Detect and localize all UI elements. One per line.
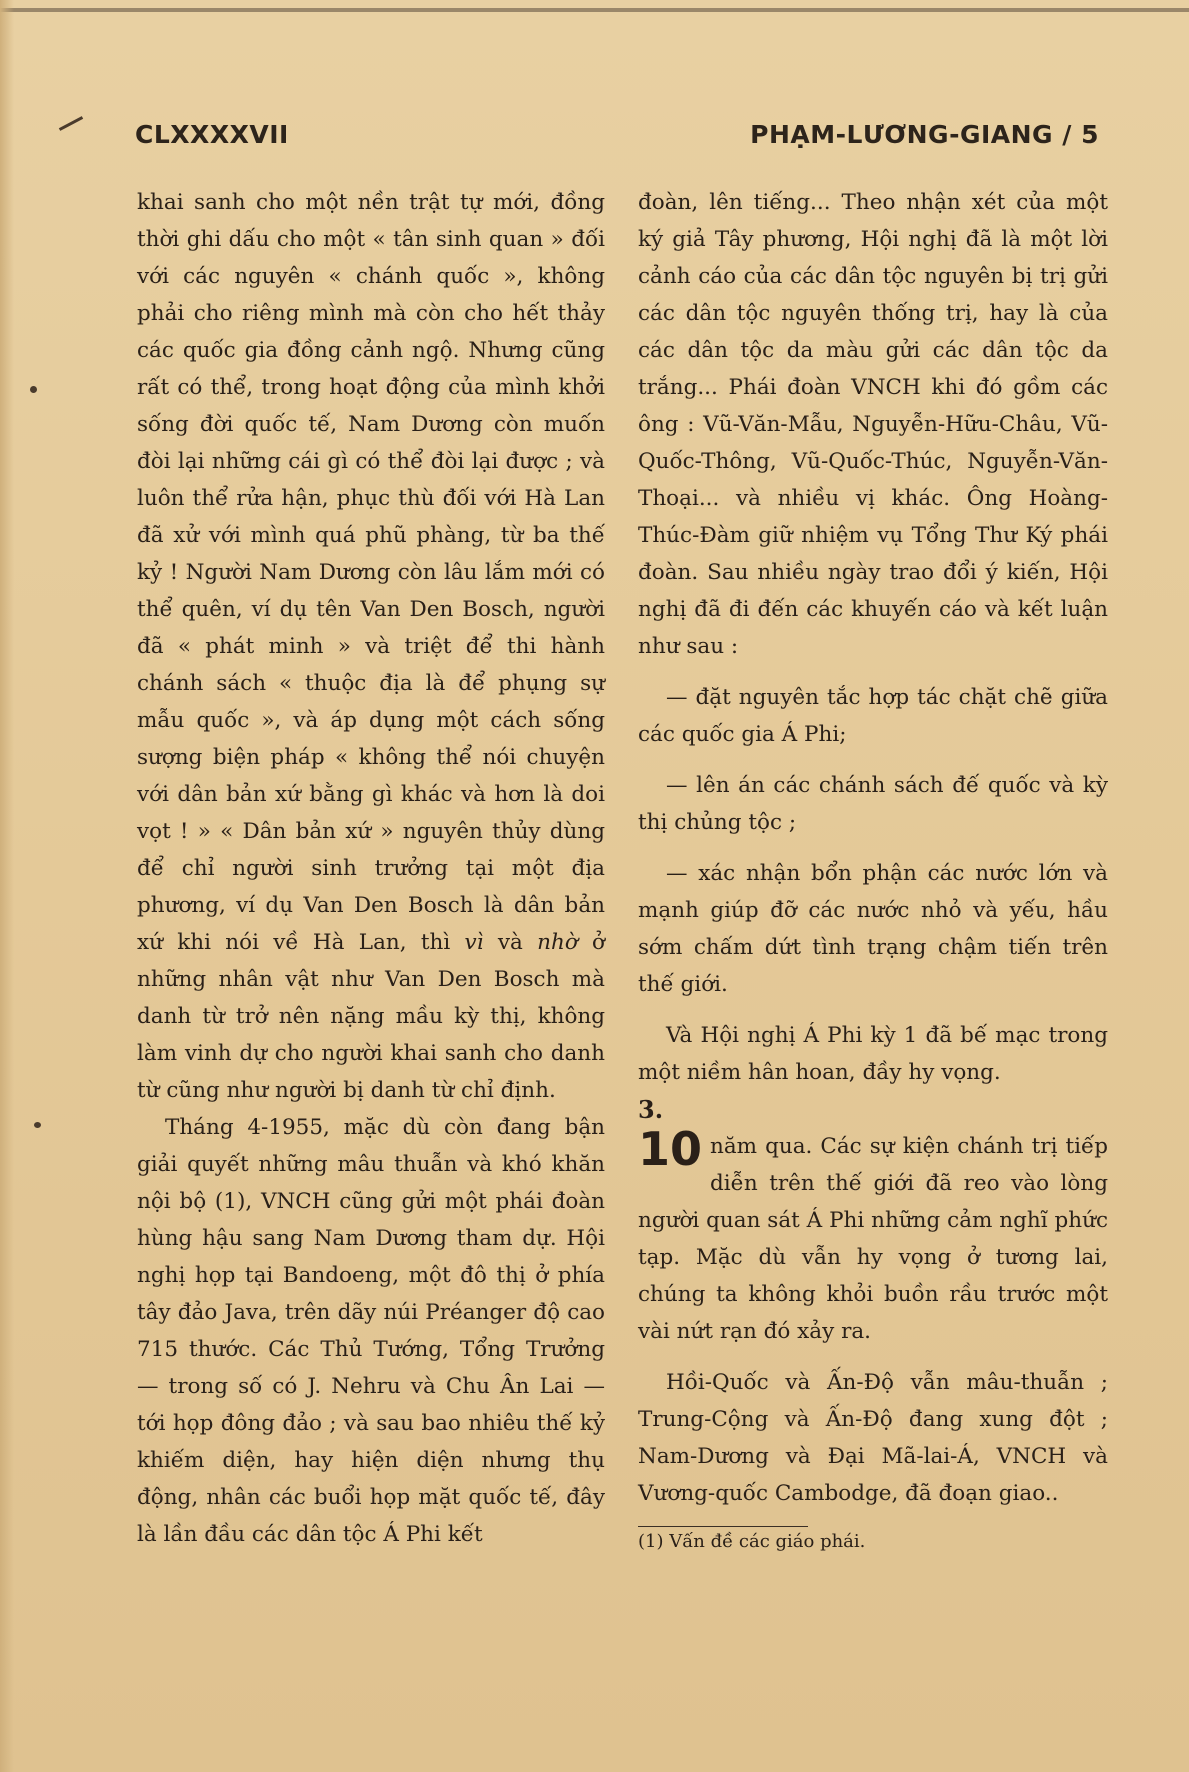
- list-item: — xác nhận bổn phận các nước lớn và mạnh giúp đỡ các nước nhỏ và yếu, hầu sớm chấm dứt tình trạng chậm tiến trên thế giới.: [638, 861, 1108, 997]
- author-page-number: PHẠM-LƯƠNG-GIANG / 5: [750, 120, 1099, 149]
- paragraph: khai sanh cho một nền trật tự mới, đồng thời ghi dấu cho một « tân sinh quan » đối với các nguyên « chánh quốc », không phải cho riêng mình mà còn cho hết thảy các quốc gia đồng cảnh ngộ. Nhưng cũng rất có thể, trong hoạt động của mình khởi sống đời quốc tế, Nam Dương còn muốn đòi lại những cái gì có thể đòi lại được ; và luôn thể rửa hận, phục thù đối với Hà Lan đã xử với mình quá phũ phàng, từ ba thế kỷ ! Người Nam Dương còn lâu lắm mới có thể quên, ví dụ tên Van Den Bosch, người đã « phát minh » và triệt để thi hành chánh sách « thuộc địa là để phụng sự mẫu quốc », và áp dụng một cách sống sượng biện pháp « không thể nói chuyện với dân bản xứ bằng gì khác và hơn là doi vọt ! » « Dân bản xứ » nguyên thủy dùng để chỉ người sinh trưởng tại một địa phương, ví dụ Van Den Bosch là dân bản xứ khi nói về Hà Lan, thì vì và nhờ ở những nhân vật như Van Den Bosch mà danh từ trở nên nặng mầu kỳ thị, không làm vinh dự cho người khai sanh cho danh từ cũng như người bị danh từ chỉ định.: [137, 190, 606, 1103]
- section-number: 3.: [638, 1095, 664, 1124]
- paragraph: Và Hội nghị Á Phi kỳ 1 đã bế mạc trong một niềm hân hoan, đầy hy vọng.: [638, 1023, 1108, 1085]
- page-header: [135, 120, 1099, 156]
- top-edge-line: [0, 8, 1189, 12]
- list-item: — đặt nguyên tắc hợp tác chặt chẽ giữa các quốc gia Á Phi;: [638, 685, 1108, 747]
- footnote: (1) Vấn đề các giáo phái.: [638, 1531, 866, 1552]
- paragraph: Hồi-Quốc và Ấn-Độ vẫn mâu-thuẫn ; Trung-Cộng và Ấn-Độ đang xung đột ; Nam-Dương và Đại Mã-lai-Á, VNCH và Vương-quốc Cambodge, đã đoạn giao..: [638, 1370, 1108, 1506]
- ink-dot: [34, 1122, 41, 1128]
- chapter-number: CLXXXXVII: [135, 120, 289, 149]
- ink-mark: [59, 116, 83, 131]
- paragraph: 10 năm qua. Các sự kiện chánh trị tiếp diễn trên thế giới đã reo vào lòng người quan sát Á Phi những cảm nghĩ phức tạp. Mặc dù vẫn hy vọng ở tương lai, chúng ta không khỏi buồn rầu trước một vài nứt rạn đó xảy ra.: [638, 1122, 1108, 1344]
- page-left-edge: [0, 0, 14, 1772]
- drop-cap: 10: [638, 1122, 703, 1176]
- ink-dot: [30, 386, 37, 393]
- list-item: — lên án các chánh sách đế quốc và kỳ thị chủng tộc ;: [638, 773, 1108, 835]
- right-column: [638, 184, 1108, 1557]
- left-column: [137, 184, 605, 1553]
- paragraph: Tháng 4-1955, mặc dù còn đang bận giải quyết những mâu thuẫn và khó khăn nội bộ (1), VNCH cũng gửi một phái đoàn hùng hậu sang Nam Dương tham dự. Hội nghị họp tại Bandoeng, một đô thị ở phía tây đảo Java, trên dãy núi Préanger độ cao 715 thước. Các Thủ Tướng, Tổng Trưởng — trong số có J. Nehru và Chu Ân Lai — tới họp đông đảo ; và sau bao nhiêu thế kỷ khiếm diện, hay hiện diện nhưng thụ động, nhân các buổi họp mặt quốc tế, đây là lần đầu các dân tộc Á Phi kết: [137, 1115, 605, 1547]
- paragraph: đoàn, lên tiếng... Theo nhận xét của một ký giả Tây phương, Hội nghị đã là một lời cảnh cáo của các dân tộc nguyên bị trị gửi các dân tộc nguyên thống trị, hay là của các dân tộc da màu gửi các dân tộc da trắng... Phái đoàn VNCH khi đó gồm các ông : Vũ-Văn-Mẫu, Nguyễn-Hữu-Châu, Vũ-Quốc-Thông, Vũ-Quốc-Thúc, Nguyễn-Văn-Thoại... và nhiều vị khác. Ông Hoàng-Thúc-Đàm giữ nhiệm vụ Tổng Thư Ký phái đoàn. Sau nhiều ngày trao đổi ý kiến, Hội nghị đã đi đến các khuyến cáo và kết luận như sau :: [638, 190, 1108, 659]
